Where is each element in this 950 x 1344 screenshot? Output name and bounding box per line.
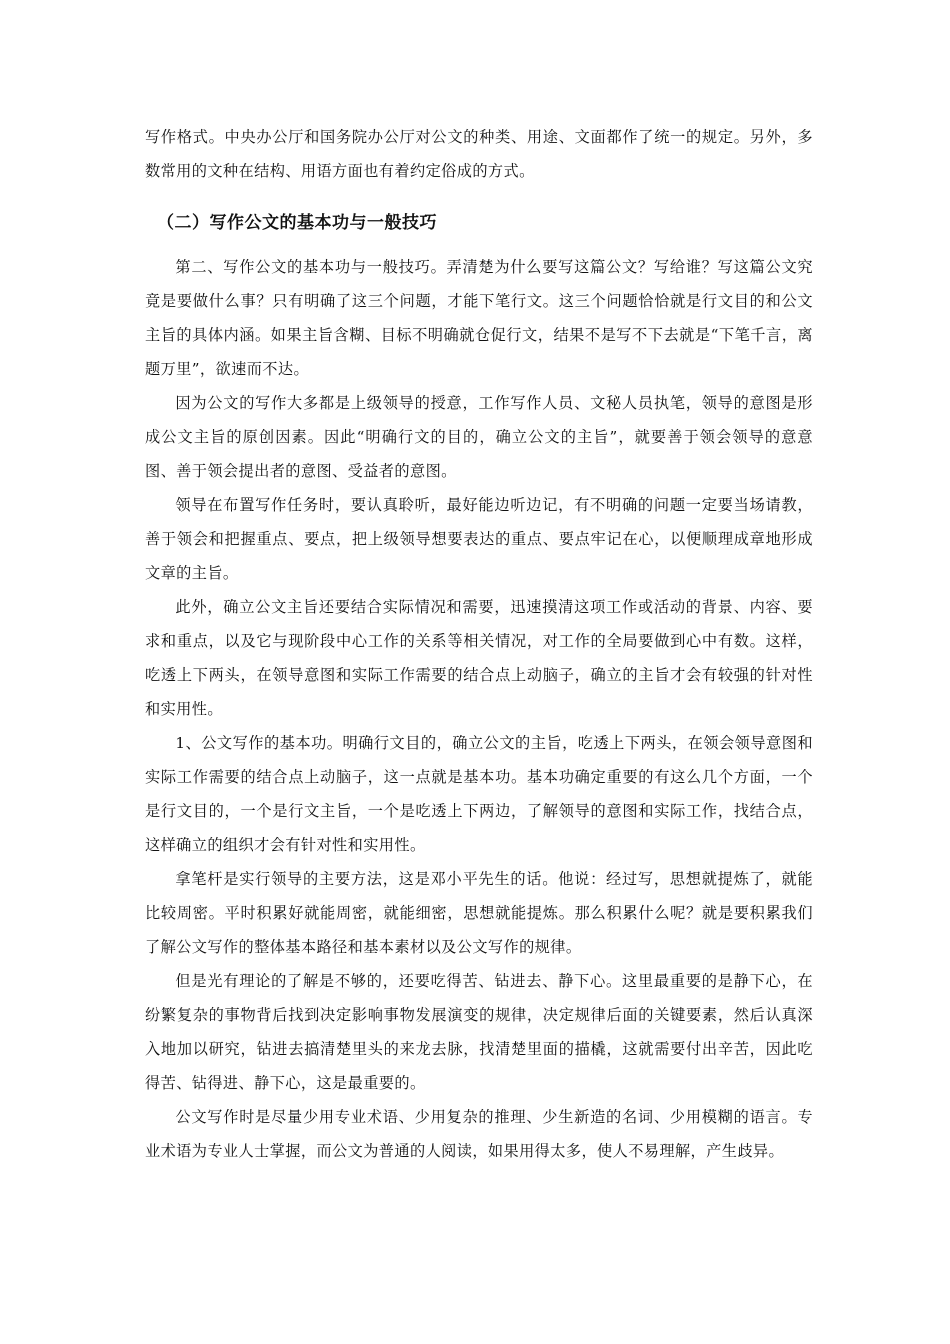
document-body bbox=[145, 120, 813, 1168]
body-paragraph: 公文写作时是尽量少用专业术语、少用复杂的推理、少生新造的名词、少用模糊的语言。专业术语为专业人士掌握，而公文为普通的人阅读，如果用得太多，使人不易理解，产生歧异。 bbox=[145, 1108, 813, 1160]
body-paragraph: 但是光有理论的了解是不够的，还要吃得苦、钻进去、静下心。这里最重要的是静下心，在纷繁复杂的事物背后找到决定影响事物发展演变的规律，决定规律后面的关键要素，然后认真深入地加以研究，钻进去搞清楚里头的来龙去脉，找清楚里面的描橇，这就需要付出辛苦，因此吃得苦、钻得进、静下心，这是最重要的。 bbox=[145, 972, 813, 1092]
body-paragraph: 此外，确立公文主旨还要结合实际情况和需要，迅速摸清这项工作或活动的背景、内容、要求和重点，以及它与现阶段中心工作的关系等相关情况，对工作的全局要做到心中有数。这样，吃透上下两头，在领导意图和实际工作需要的结合点上动脑子，确立的主旨才会有较强的针对性和实用性。 bbox=[145, 598, 813, 718]
intro-continuation-paragraph: 写作格式。中央办公厅和国务院办公厅对公文的种类、用途、文面都作了统一的规定。另外，多数常用的文种在结构、用语方面也有着约定俗成的方式。 bbox=[145, 128, 813, 180]
body-paragraph: 拿笔杆是实行领导的主要方法，这是邓小平先生的话。他说：经过写，思想就提炼了，就能比较周密。平时积累好就能周密，就能细密，思想就能提炼。那么积累什么呢？就是要积累我们了解公文写作的整体基本路径和基本素材以及公文写作的规律。 bbox=[145, 870, 813, 956]
body-paragraph: 第二、写作公文的基本功与一般技巧。弄清楚为什么要写这篇公文？写给谁？写这篇公文究竟是要做什么事？只有明确了这三个问题，才能下笔行文。这三个问题恰恰就是行文目的和公文主旨的具体内涵。如果主旨含糊、目标不明确就仓促行文，结果不是写不下去就是“下笔千言，离题万里”，欲速而不达。 bbox=[145, 258, 813, 378]
body-paragraph: 1、公文写作的基本功。明确行文目的，确立公文的主旨，吃透上下两头，在领会领导意图和实际工作需要的结合点上动脑子，这一点就是基本功。基本功确定重要的有这么几个方面，一个是行文目的，一个是行文主旨，一个是吃透上下两边，了解领导的意图和实际工作，找结合点，这样确立的组织才会有针对性和实用性。 bbox=[145, 734, 813, 854]
section-heading: （二）写作公文的基本功与一般技巧 bbox=[157, 213, 437, 233]
body-paragraph: 领导在布置写作任务时，要认真聆听，最好能边听边记，有不明确的问题一定要当场请教，善于领会和把握重点、要点，把上级领导想要表达的重点、要点牢记在心，以便顺理成章地形成文章的主旨。 bbox=[145, 496, 813, 582]
body-paragraph: 因为公文的写作大多都是上级领导的授意，工作写作人员、文秘人员执笔，领导的意图是形成公文主旨的原创因素。因此“明确行文的目的，确立公文的主旨”，就要善于领会领导的意意图、善于领会提出者的意图、受益者的意图。 bbox=[145, 394, 813, 480]
